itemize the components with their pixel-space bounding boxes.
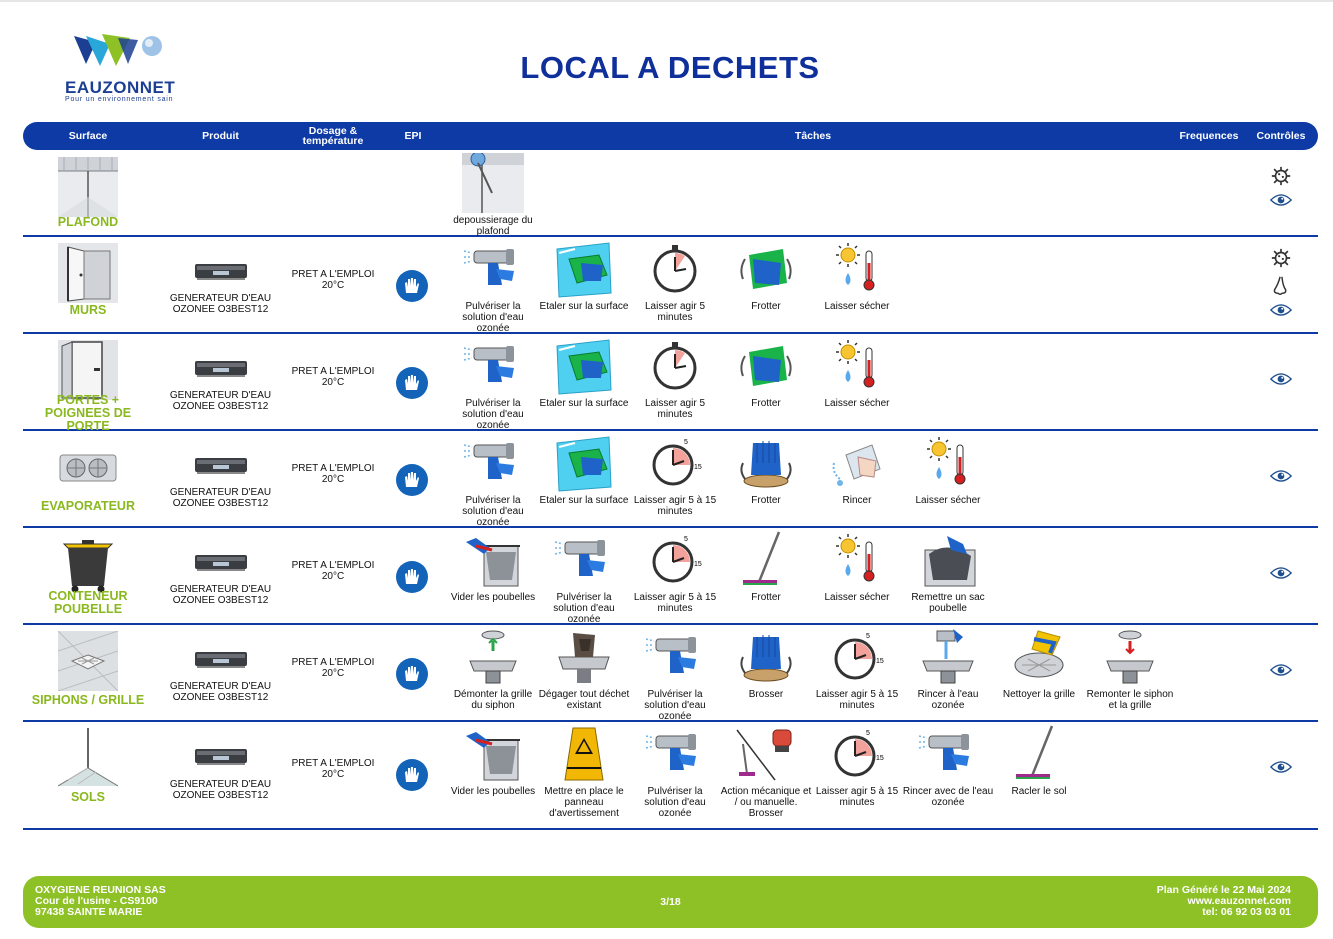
task-label: Rincer avec de l'eau ozonée [902,786,994,808]
task-item [720,433,812,506]
task-label: Laisser agir 5 à 15 minutes [633,495,717,517]
product-cell [158,431,283,526]
controls-cell [1268,469,1294,489]
brush-hand-icon [735,433,797,493]
table-header [23,122,1318,150]
glove-icon [395,560,429,594]
surface-cell [23,334,153,433]
ozone-generator-icon [193,745,249,767]
product-label: GENERATEUR D'EAU OZONEE O3BEST12 [169,487,272,509]
remove-grate-icon [462,627,524,687]
task-label: Laisser sécher [915,495,981,506]
footer-phone: tel: 06 92 03 03 01 [1202,906,1291,918]
task-item [902,530,994,614]
header-dosage: Dosage & température [302,125,364,147]
task-item [447,336,539,431]
wipe-surface-icon [553,336,615,396]
task-label: Démonter la grille du siphon [453,689,533,711]
svg-text:5: 5 [684,536,688,543]
surface-label: CONTENEUR POUBELLE [48,589,128,616]
task-item [447,433,539,528]
task-item [629,627,721,722]
header-frequences: Frequences [1179,130,1239,142]
header-produit: Produit [202,130,239,142]
clean-grate-icon [1008,627,1070,687]
ozone-generator-icon [193,260,249,282]
task-item [993,627,1085,700]
spray-gun-icon [644,724,706,784]
task-item [629,433,721,517]
task-item [538,530,630,625]
wall-door-icon [58,243,118,303]
task-item [447,153,539,237]
task-item [629,530,721,614]
task-item [447,239,539,334]
timer-5-15-icon [826,627,888,687]
task-label: Rincer à l'eau ozonée [917,689,979,711]
task-item [720,627,812,700]
drain-grate-icon [58,631,118,691]
floor-scrubber-icon [735,724,797,784]
task-label: Etaler sur la surface [539,301,629,312]
task-label: Pulvériser la solution d'eau ozonée [462,398,524,431]
surface-cell [23,151,153,235]
eye-icon[interactable] [1268,663,1294,677]
product-cell [158,237,283,332]
controls-cell [1268,760,1294,780]
task-label: Pulvériser la solution d'eau ozonée [644,689,706,722]
svg-text:5: 5 [866,633,870,640]
spray-gun-icon [462,433,524,493]
rinse-drain-icon [917,627,979,687]
task-item [447,724,539,797]
brand-name: EAUZONNET [65,78,176,97]
footer-company: OXYGIENE REUNION SAS [35,884,166,896]
task-label: depoussierage du plafond [453,215,533,237]
top-divider [0,0,1333,2]
task-label: Action mécanique et / ou manuelle. Brosser [720,786,812,819]
task-label: Remettre un sac poubelle [911,592,985,614]
product-label: GENERATEUR D'EAU OZONEE O3BEST12 [169,390,272,412]
table-row [23,722,1318,830]
table-row [23,625,1318,722]
footer-website: www.eauzonnet.com [1187,895,1291,907]
wet-floor-sign-icon [553,724,615,784]
task-label: Pulvériser la solution d'eau ozonée [462,495,524,528]
task-label: Laisser agir 5 à 15 minutes [815,786,899,808]
surface-cell [23,237,153,332]
mop-icon [735,530,797,590]
wipe-surface-icon [553,433,615,493]
glove-icon [395,463,429,497]
clear-drain-icon [553,627,615,687]
task-item [720,724,812,819]
product-cell [158,722,283,828]
ozone-generator-icon [193,551,249,573]
spray-gun-icon [462,239,524,299]
sun-thermometer-icon [826,530,888,590]
task-item [629,239,721,323]
scrub-icon [735,336,797,396]
task-item [447,530,539,603]
controls-cell [1268,247,1294,323]
dosage-label: PRET A L'EMPLOI 20°C [291,366,375,388]
ceiling-icon [58,157,118,217]
ozone-generator-icon [193,648,249,670]
task-item [538,336,630,409]
svg-text:15: 15 [876,755,884,762]
eye-icon[interactable] [1268,303,1294,317]
microbe-icon[interactable] [1268,165,1294,187]
empty-bin-icon [462,530,524,590]
task-label: Laisser agir 5 à 15 minutes [633,592,717,614]
scrub-icon [735,239,797,299]
task-label: Vider les poubelles [450,592,536,603]
ozone-generator-icon [193,357,249,379]
task-item [720,336,812,409]
mop-icon [1008,724,1070,784]
dosage-label: PRET A L'EMPLOI 20°C [291,657,375,679]
spray-gun-icon [917,724,979,784]
svg-text:5: 5 [684,439,688,446]
eye-icon[interactable] [1268,760,1294,774]
task-item [993,724,1085,797]
sun-thermometer-icon [917,433,979,493]
task-label: Remonter le siphon et la grille [1086,689,1174,711]
svg-text:15: 15 [694,464,702,471]
eye-icon[interactable] [1268,566,1294,580]
svg-text:5: 5 [866,730,870,737]
task-item [811,627,903,711]
sun-thermometer-icon [826,336,888,396]
table-row [23,431,1318,528]
task-item [629,724,721,819]
glove-icon [395,366,429,400]
bin-bag-icon [917,530,979,590]
task-item [902,724,994,808]
svg-text:15: 15 [694,561,702,568]
product-label: GENERATEUR D'EAU OZONEE O3BEST12 [169,293,272,315]
product-label: GENERATEUR D'EAU OZONEE O3BEST12 [169,681,272,703]
dosage-label: PRET A L'EMPLOI 20°C [291,758,375,780]
eye-icon[interactable] [1268,193,1294,207]
task-label: Etaler sur la surface [539,398,629,409]
spray-gun-icon [462,336,524,396]
surface-label: MURS [69,303,107,317]
task-label: Laisser agir 5 à 15 minutes [815,689,899,711]
task-label: Laisser sécher [824,301,890,312]
task-item [811,336,903,409]
task-label: Pulvériser la solution d'eau ozonée [644,786,706,819]
task-item [538,433,630,506]
table-row [23,334,1318,431]
task-label: Nettoyer la grille [1002,689,1076,700]
task-item [811,239,903,312]
footer-address-line1: Cour de l'usine - CS9100 [35,895,158,907]
product-label: GENERATEUR D'EAU OZONEE O3BEST12 [169,779,272,801]
surface-label: PORTES + POIGNEES DE PORTE [44,393,132,433]
empty-bin-icon [462,724,524,784]
task-label: Mettre en place le panneau d'avertissement [544,786,624,819]
task-item [811,724,903,808]
controls-cell [1268,663,1294,683]
controls-cell [1268,372,1294,392]
task-item [720,239,812,312]
task-label: Laisser agir 5 minutes [644,398,706,420]
evaporator-icon [58,437,118,497]
task-item [629,336,721,420]
table-row [23,151,1318,237]
dosage-label: PRET A L'EMPLOI 20°C [291,463,375,485]
product-cell [158,334,283,429]
dosage-label: PRET A L'EMPLOI 20°C [291,560,375,582]
product-label: GENERATEUR D'EAU OZONEE O3BEST12 [169,584,272,606]
surface-cell [23,528,153,623]
task-item [902,433,994,506]
rinse-cloth-icon [826,433,888,493]
spray-gun-icon [644,627,706,687]
controls-cell [1268,566,1294,586]
surface-label: SIPHONS / GRILLE [31,693,145,707]
footer-address-line2: 97438 SAINTE MARIE [35,906,143,918]
glove-icon [395,758,429,792]
surface-label: SOLS [70,790,106,804]
eye-icon[interactable] [1268,469,1294,483]
task-label: Pulvériser la solution d'eau ozonée [553,592,615,625]
surface-cell [23,722,153,828]
footer-page-number: 3/18 [660,896,681,908]
dosage-label: PRET A L'EMPLOI 20°C [291,269,375,291]
task-label: Pulvériser la solution d'eau ozonée [462,301,524,334]
surface-cell [23,431,153,526]
task-label: Rincer [842,495,872,506]
footer-contact [1157,885,1291,918]
task-label: Frotter [751,398,781,409]
timer-5-15-icon [644,530,706,590]
brand-tagline: Pour un environnement sain [65,96,174,103]
task-item [447,627,539,711]
task-item [902,627,994,711]
sun-thermometer-icon [826,239,888,299]
task-item [811,530,903,603]
brush-hand-icon [735,627,797,687]
task-label: Brosser [748,689,784,700]
task-label: Dégager tout déchet existant [538,689,630,711]
header-surface: Surface [68,130,108,142]
controls-cell [1268,165,1294,213]
task-label: Racler le sol [1011,786,1067,797]
task-label: Laisser sécher [824,592,890,603]
task-label: Frotter [751,301,781,312]
task-item [1084,627,1176,711]
ceiling-dusting-icon [462,153,524,213]
eye-icon[interactable] [1268,372,1294,386]
page-title: LOCAL A DECHETS [520,50,820,85]
task-label: Frotter [751,495,781,506]
ozone-generator-icon [193,454,249,476]
header-taches: Tâches [794,130,832,142]
task-label: Vider les poubelles [450,786,536,797]
task-label: Etaler sur la surface [539,495,629,506]
timer-5-15-icon [826,724,888,784]
task-item [811,433,903,506]
task-item [538,239,630,312]
task-item [538,724,630,819]
timer-5-icon [644,239,706,299]
floor-icon [58,728,118,788]
page-footer [23,876,1318,928]
table-row [23,237,1318,334]
surface-label: EVAPORATEUR [41,499,135,513]
product-cell [158,528,283,623]
refit-grate-icon [1099,627,1161,687]
task-label: Laisser sécher [824,398,890,409]
task-item [538,627,630,711]
microbe-icon[interactable] [1268,247,1294,269]
spray-gun-icon [553,530,615,590]
glove-icon [395,657,429,691]
footer-generated-date: Plan Généré le 22 Mai 2024 [1156,884,1291,896]
table-row [23,528,1318,625]
task-label: Frotter [751,592,781,603]
header-epi: EPI [404,130,422,142]
header-controles: Contrôles [1256,130,1306,142]
nose-icon[interactable] [1268,275,1294,297]
task-label: Laisser agir 5 minutes [644,301,706,323]
door-icon [58,340,118,400]
wipe-surface-icon [553,239,615,299]
glove-icon [395,269,429,303]
svg-text:15: 15 [876,658,884,665]
task-item [720,530,812,603]
waste-container-icon [58,534,118,594]
product-cell [158,625,283,720]
surface-cell [23,625,153,720]
surface-label: PLAFOND [57,215,119,229]
timer-5-icon [644,336,706,396]
timer-5-15-icon [644,433,706,493]
